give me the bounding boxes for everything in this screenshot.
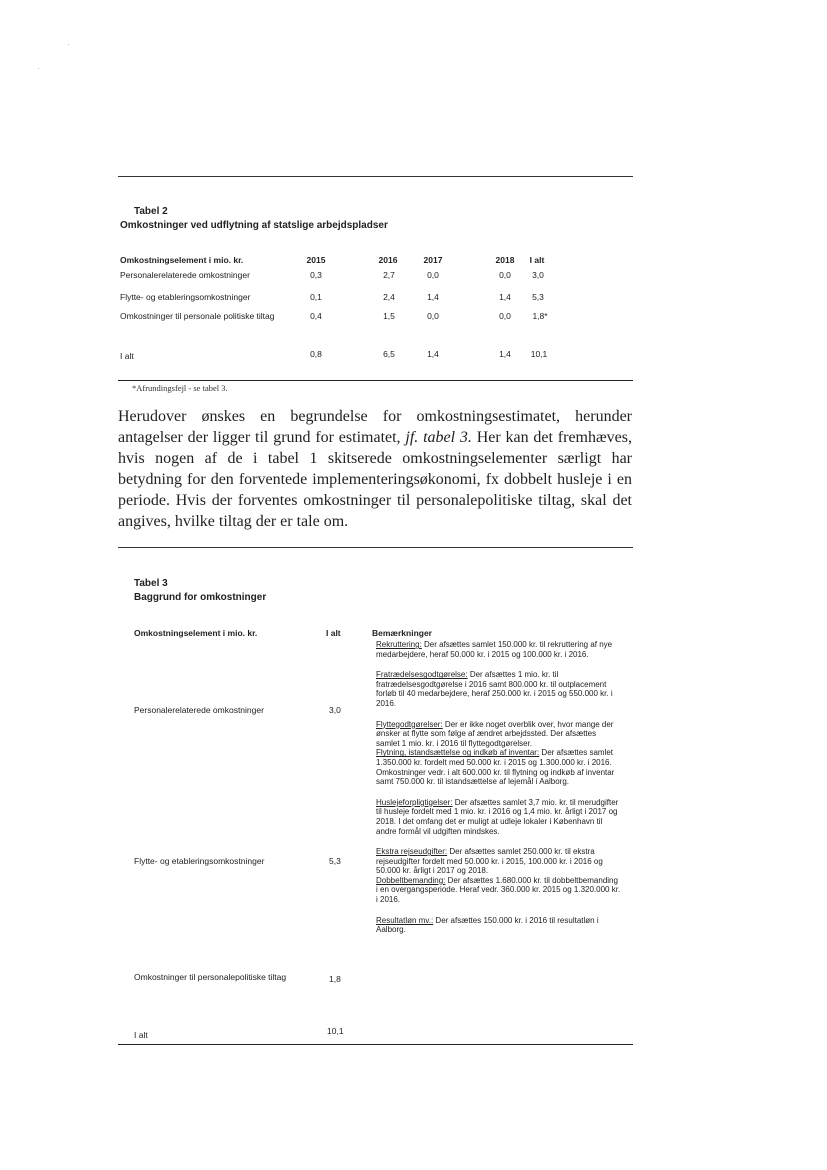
table3-header-remarks: Bemærkninger	[372, 628, 432, 638]
table3-top-rule	[118, 547, 633, 548]
table2-cell: 5,3	[532, 292, 544, 302]
table3-row-label: Omkostninger til personalepolitiske tiltag	[134, 972, 287, 982]
table2-cell: 1,8*	[532, 311, 548, 321]
table3-total-value: 10,1	[327, 1026, 344, 1036]
table2-label: Tabel 2	[134, 206, 168, 217]
remark-item	[376, 798, 621, 836]
table2-total-cell: 1,4	[427, 349, 439, 359]
scan-speck	[38, 68, 39, 69]
table2-cell: 1,5	[383, 311, 395, 321]
remark-text: Der afsættes samlet 250.000 kr. til ekstra rejseudgifter fordelt med 50.000 kr. i 2015, 100.000 kr. i 2016 og 50.000 kr. årligt i 2017 og 2018.	[376, 847, 603, 876]
table2-cell: 0,4	[310, 311, 322, 321]
table2-cell: 2,7	[383, 270, 395, 280]
remark-title: Resultatløn mv.:	[376, 915, 434, 925]
table2-total-cell: 0,8	[310, 349, 322, 359]
table3-remarks	[376, 640, 621, 935]
table3-label: Tabel 3	[134, 578, 168, 589]
table2-cell: 1,4	[499, 292, 511, 302]
table3-row-total: 5,3	[329, 856, 341, 866]
table2-total-cell: 1,4	[499, 349, 511, 359]
table2-header-2015: 2015	[306, 255, 326, 265]
table2-cell: 2,4	[383, 292, 395, 302]
table2-header-2017: 2017	[423, 255, 443, 265]
table3-header-total: I alt	[326, 628, 341, 638]
table2-header-2016: 2016	[378, 255, 398, 265]
table2-top-rule	[118, 176, 633, 177]
table3-title: Baggrund for omkostninger	[134, 592, 267, 603]
table2-row-label: Flytte- og etableringsomkostninger	[120, 292, 251, 302]
remark-text: Der er ikke noget overblik over, hvor mange der ønsker at flytte som følge af ændret arbejdssted. Der afsættes samlet 1 mio. kr. i 2016 til flyttegodtgørelser.	[376, 719, 614, 748]
table2-total-cell: 6,5	[383, 349, 395, 359]
remark-title: Flyttegodtgørelser:	[376, 719, 443, 729]
remark-title: Fratrædelsesgodtgørelse:	[376, 670, 468, 680]
table2-cell: 0,3	[310, 270, 322, 280]
paragraph-part2: Her kan det fremhæves, hvis nogen af de i tabel 1 skitserede omkostningselementer særligt har betydning for den forventede implementeringsøkonomi, fx dobbelt husleje i en periode. Hvis der forventes omkostninger til personalepolitiske tiltag, skal det angives, hvilke tiltag der er tale om.	[118, 429, 632, 530]
remark-item	[376, 748, 621, 786]
remark-title: Huslejeforpligtigelser:	[376, 797, 453, 807]
remark-text: Der afsættes 150.000 kr. i 2016 til resultatløn i Aalborg.	[376, 915, 599, 935]
table2-cell: 0,0	[499, 311, 511, 321]
table3-row-total: 1,8	[329, 974, 341, 984]
remark-title: Ekstra rejseudgifter:	[376, 847, 448, 857]
remark-title: Flytning, istandsættelse og indkøb af inventar:	[376, 748, 540, 758]
table2-cell: 3,0	[532, 270, 544, 280]
remark-text: Der afsættes 1 mio. kr. til fratrædelsesgodtgørelse i 2016 samt 800.000 kr. til outplacement forløb til 40 medarbejdere, heraf 250.000 kr. i 2015 og 550.000 kr. i 2016.	[376, 670, 613, 708]
remark-text: Der afsættes samlet 3,7 mio. kr. til merudgifter til husleje fordelt med 1 mio. kr. i 2016 og 1,4 mio. kr. årligt i 2017 og 2018. I det omfang det er muligt at udleje lokaler i København til andre formål vil udgiften mindskes.	[376, 797, 619, 836]
remark-item	[376, 670, 621, 708]
table2-cell: 0,0	[499, 270, 511, 280]
table2-header-2018: 2018	[495, 255, 515, 265]
table2-header-total: I alt	[529, 255, 545, 265]
table2-row-label: Personalerelaterede omkostninger	[120, 270, 250, 280]
body-paragraph	[118, 406, 632, 532]
table2-title: Omkostninger ved udflytning af statslige arbejdspladser	[120, 220, 388, 231]
table2-total-label: I alt	[120, 351, 134, 361]
table2-row-label: Omkostninger til personale politiske tiltag	[120, 311, 275, 321]
remark-title: Dobbeltbemanding:	[376, 875, 446, 885]
remark-title: Rekruttering:	[376, 640, 422, 649]
table2-header-element: Omkostningselement i mio. kr.	[120, 255, 244, 265]
table2-footnote: *Afrundingsfejl - se tabel 3.	[132, 383, 228, 393]
table3-bottom-rule	[118, 1044, 633, 1045]
table2-bottom-rule	[118, 380, 633, 381]
remark-item	[376, 720, 621, 749]
remark-text: Der afsættes samlet 1.350.000 kr. fordelt med 50.000 kr. i 2015 og 1.300.000 kr. i 2016. Omkostninger vedr. i alt 600.000 kr. til flytning og indkøb af inventar samt 750.000 kr. til istandsættelse af lejemål i Aalborg.	[376, 748, 615, 787]
scan-speck	[68, 44, 69, 45]
remark-text: Der afsættes 1.680.000 kr. til dobbeltbemanding i en overgangsperiode. Heraf vedr. 360.000 kr. 2015 og 1.320.000 kr. i 2016.	[376, 875, 621, 905]
table2-cell: 0,1	[310, 292, 322, 302]
table2-cell: 0,0	[427, 270, 439, 280]
table2-total-cell: 10,1	[530, 349, 548, 359]
table3-total-label: I alt	[134, 1030, 148, 1040]
table3-row-label: Personalerelaterede omkostninger	[134, 705, 264, 715]
table3-row-label: Flytte- og etableringsomkostninger	[134, 856, 265, 866]
remark-item	[376, 847, 621, 876]
table3-header-element: Omkostningselement i mio. kr.	[134, 628, 258, 638]
table2-cell: 1,4	[427, 292, 439, 302]
remark-item	[376, 916, 621, 935]
table3-row-total: 3,0	[329, 705, 341, 715]
paragraph-reference: jf. tabel 3.	[405, 429, 472, 446]
table2-cell: 0,0	[427, 311, 439, 321]
remark-item	[376, 876, 621, 905]
paragraph-part1: Herudover ønskes en begrundelse for omkostningsestimatet, herunder antagelser der ligger til grund for estimatet,	[118, 408, 632, 446]
remark-item	[376, 640, 621, 659]
remark-text: Der afsættes samlet 150.000 kr. til rekruttering af nye medarbejdere, heraf 50.000 kr. i 2015 og 100.000 kr. i 2016.	[376, 640, 613, 659]
